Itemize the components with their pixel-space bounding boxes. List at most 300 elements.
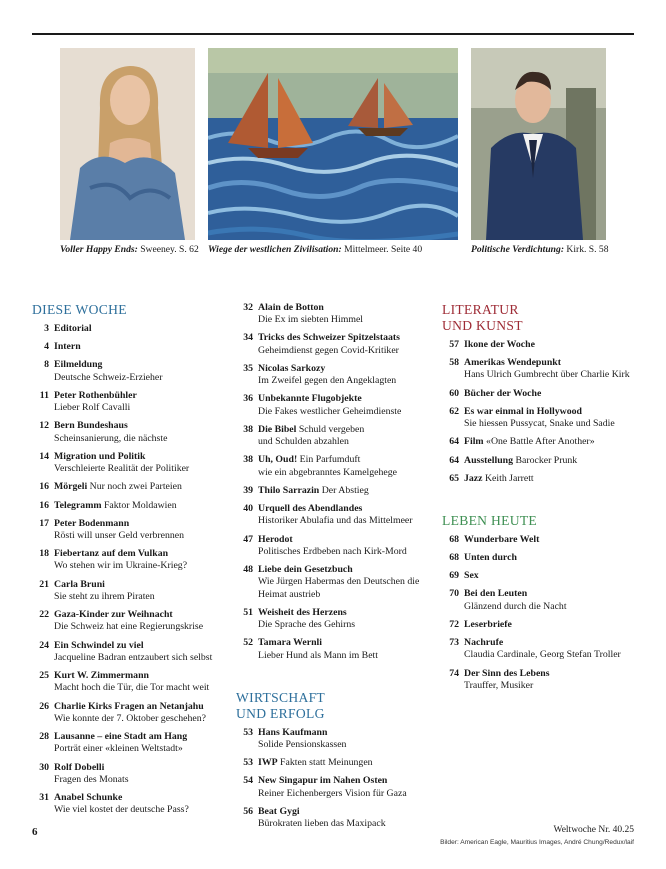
photo-mittelmeer-image xyxy=(208,48,458,240)
toc-entry-headline xyxy=(54,670,228,682)
toc-entry xyxy=(236,534,436,559)
toc-entry-title: Migration und Politik xyxy=(54,450,146,462)
toc-entry-title: Telegramm xyxy=(54,499,102,511)
toc-entry-subtitle: Porträt einer «kleinen Weltstadt» xyxy=(54,743,183,755)
toc-entry-headline xyxy=(54,548,228,560)
toc-entry-text xyxy=(54,640,228,665)
section-title-wirtschaft-line1: WIRTSCHAFT xyxy=(236,689,326,705)
toc-entry-subtitle: Die Ex im siebten Himmel xyxy=(258,314,364,326)
toc-entry xyxy=(236,363,436,388)
toc-entry-subtitle: Macht hoch die Tür, die Tor macht weit xyxy=(54,682,210,694)
toc-entry-text xyxy=(464,455,642,467)
toc-entry-title: Kurt W. Zimmermann xyxy=(54,670,149,682)
toc-entry-text xyxy=(54,762,228,787)
toc-page-number: 56 xyxy=(243,805,253,817)
toc-entry-title: Editorial xyxy=(54,323,92,334)
toc-entry-headline xyxy=(464,406,642,418)
toc-entry-text xyxy=(54,792,228,817)
toc-entry-text xyxy=(258,564,436,601)
toc-entry-headline xyxy=(258,727,436,739)
toc-entry-text xyxy=(258,727,436,752)
toc-entry-title: Nicolas Sarkozy xyxy=(258,362,326,374)
toc-entry-title: Eilmeldung xyxy=(54,359,103,371)
toc-entry-subtitle: Scheinsanierung, die nächste xyxy=(54,432,168,444)
toc-entry-subtitle: Hans Ulrich Gumbrecht über Charlie Kirk xyxy=(464,369,630,381)
toc-page-number: 65 xyxy=(449,472,459,484)
toc-entry-text xyxy=(464,570,642,582)
toc-entry-headline xyxy=(258,607,436,619)
toc-entry-headline xyxy=(258,534,436,546)
toc-entry-headline xyxy=(464,552,642,564)
toc-entry-text xyxy=(54,390,228,415)
toc-entry-title: Bern Bundeshaus xyxy=(54,420,128,432)
toc-entry-text xyxy=(464,619,642,631)
toc-entry-title: Lausanne – eine Stadt am Hang xyxy=(54,731,188,743)
photo-kirk xyxy=(471,48,606,240)
toc-entry xyxy=(442,388,642,400)
toc-page-number: 39 xyxy=(243,484,253,496)
toc-entry xyxy=(32,518,228,543)
toc-entry-title: Amerikas Wendepunkt xyxy=(464,357,561,369)
toc-entry-text xyxy=(258,363,436,388)
toc-entry-title: Gaza-Kinder zur Weihnacht xyxy=(54,609,173,621)
toc-entry-inline: Faktor Moldawien xyxy=(101,499,177,511)
toc-entry-text xyxy=(54,670,228,695)
photo-sweeney-image xyxy=(60,48,195,240)
toc-entry-subtitle: Wie Jürgen Habermas den Deutschen die Heimat austrieb xyxy=(258,576,420,600)
toc-entry xyxy=(442,339,642,351)
toc-entry xyxy=(442,588,642,613)
toc-entry-title: Peter Bodenmann xyxy=(54,517,130,529)
toc-entry xyxy=(32,359,228,384)
toc-entry-headline xyxy=(464,534,642,546)
toc-entry-title: Unten durch xyxy=(464,552,517,564)
toc-entry-headline xyxy=(54,518,228,530)
toc-entry-text xyxy=(258,806,436,831)
photo-caption-sweeney: Voller Happy Ends: Sweeney. S. 62 xyxy=(60,244,199,255)
toc-entry-inline: Nur noch zwei Parteien xyxy=(87,481,182,493)
toc-entry-text xyxy=(464,534,642,546)
toc-entry xyxy=(236,454,436,479)
toc-page-number: 64 xyxy=(449,454,459,466)
toc-entry-headline xyxy=(464,619,642,631)
toc-entry-title: Wunderbare Welt xyxy=(464,533,540,545)
toc-entry xyxy=(236,503,436,528)
toc-entry-headline xyxy=(258,485,436,497)
toc-entry-title: Liebe dein Gesetzbuch xyxy=(258,564,353,576)
toc-entry-title: New Singapur im Nahen Osten xyxy=(258,775,388,787)
toc-page-number: 48 xyxy=(243,564,253,576)
toc-entry-text xyxy=(258,424,436,449)
toc-entry-text xyxy=(464,588,642,613)
toc-entry-text xyxy=(464,357,642,382)
toc-page-number: 36 xyxy=(243,393,253,405)
toc-entry-text xyxy=(464,388,642,400)
toc-entry-subtitle: wie ein abgebranntes Kamelgehege xyxy=(258,466,397,478)
toc-entry xyxy=(442,455,642,467)
toc-page-number: 40 xyxy=(243,503,253,515)
toc-entry-title: Ausstellung xyxy=(464,454,513,466)
toc-entry xyxy=(442,619,642,631)
toc-entry-text xyxy=(258,775,436,800)
toc-page-number: 25 xyxy=(39,670,49,682)
toc-entry xyxy=(442,637,642,662)
section-title-literatur-line1: LITERATUR xyxy=(442,302,519,317)
toc-entry xyxy=(236,564,436,601)
toc-page-number: 69 xyxy=(449,570,459,582)
toc-entry xyxy=(236,332,436,357)
toc-entry-text xyxy=(258,454,436,479)
toc-entry-text xyxy=(54,579,228,604)
toc-entry-headline xyxy=(54,701,228,713)
toc-entry xyxy=(442,436,642,448)
image-credits: Bilder: American Eagle, Mauritius Images, André Chung/Redux/laif xyxy=(440,839,634,846)
toc-page-number: 14 xyxy=(39,450,49,462)
toc-page-number: 70 xyxy=(449,588,459,600)
toc-entry-inline: Ein Parfumduft xyxy=(297,454,361,466)
toc-entry-text xyxy=(258,757,436,769)
toc-entry-inline: Der Abstieg xyxy=(319,484,369,496)
toc-page-number: 53 xyxy=(243,757,253,769)
toc-entry xyxy=(32,451,228,476)
toc-entry xyxy=(32,640,228,665)
toc-entry-title: Tamara Wernli xyxy=(258,637,322,649)
toc-page-number: 28 xyxy=(39,731,49,743)
toc-entry-text xyxy=(54,731,228,756)
top-rule xyxy=(32,33,634,35)
entries-diese-woche xyxy=(32,323,228,817)
toc-entry-title: Der Sinn des Lebens xyxy=(464,667,550,679)
toc-entry-subtitle: Trauffer, Musiker xyxy=(464,679,534,691)
toc-page-number: 30 xyxy=(39,761,49,773)
toc-entry-headline xyxy=(54,341,228,353)
toc-entry-title: Carla Bruni xyxy=(54,578,105,590)
toc-entry-title: Ein Schwindel zu viel xyxy=(54,639,144,651)
toc-entry-title: Beat Gygi xyxy=(258,805,300,817)
toc-entry xyxy=(442,570,642,582)
section-title-wirtschaft-line2: UND ERFOLG xyxy=(236,705,325,721)
toc-entry-headline xyxy=(54,359,228,371)
toc-entry-title: Jazz xyxy=(464,472,483,484)
toc-entry-text xyxy=(54,548,228,573)
toc-page-number: 47 xyxy=(243,533,253,545)
photo-sweeney xyxy=(60,48,195,240)
toc-entry-title: Mörgeli xyxy=(54,481,88,493)
toc-entry-headline xyxy=(54,500,228,512)
toc-entry-inline: Barocker Prunk xyxy=(513,454,578,466)
toc-page-number: 64 xyxy=(449,436,459,448)
toc-entry-headline xyxy=(54,792,228,804)
toc-page-number: 11 xyxy=(39,389,49,401)
toc-page-number: 26 xyxy=(39,700,49,712)
toc-entry-headline xyxy=(258,393,436,405)
toc-entry xyxy=(236,607,436,632)
column-literatur-leben xyxy=(442,302,642,698)
toc-entry-text xyxy=(54,518,228,543)
toc-page-number: 52 xyxy=(243,637,253,649)
section-title-wirtschaft xyxy=(236,690,436,722)
toc-entry-headline xyxy=(258,503,436,515)
toc-entry-subtitle: Geheimdienst gegen Covid-Kritiker xyxy=(258,344,399,356)
photo-mittelmeer xyxy=(208,48,458,240)
toc-entry-headline xyxy=(464,588,642,600)
section-title-literatur-line2: UND KUNST xyxy=(442,318,523,333)
toc-entry xyxy=(32,341,228,353)
toc-entry-title: Bei den Leuten xyxy=(464,588,528,600)
toc-entry-text xyxy=(258,503,436,528)
toc-entry-title: Sex xyxy=(464,570,479,582)
toc-entry-title: Tricks des Schweizer Spitzelstaats xyxy=(258,332,400,344)
toc-entry-title: Fiebertanz auf dem Vulkan xyxy=(54,548,169,560)
toc-entry xyxy=(32,548,228,573)
toc-entry xyxy=(32,481,228,493)
toc-entry xyxy=(32,609,228,634)
toc-page-number: 38 xyxy=(243,454,253,466)
toc-entry-headline xyxy=(464,388,642,400)
toc-entry-text xyxy=(464,406,642,431)
toc-entry-headline xyxy=(54,609,228,621)
toc-entry xyxy=(236,727,436,752)
toc-entry-title: IWP xyxy=(258,757,278,769)
toc-entry xyxy=(32,390,228,415)
toc-page-number: 16 xyxy=(39,481,49,493)
toc-entry-subtitle: Claudia Cardinale, Georg Stefan Troller xyxy=(464,649,621,661)
photo-caption-mittelmeer: Wiege der westlichen Zivilisation: Mittelmeer. Seite 40 xyxy=(208,244,423,255)
toc-entry-text xyxy=(464,668,642,693)
toc-page-number: 38 xyxy=(243,423,253,435)
toc-entry-subtitle: und Schulden abzahlen xyxy=(258,436,349,448)
toc-entry xyxy=(32,701,228,726)
toc-entry-title: Nachrufe xyxy=(464,637,504,649)
toc-page-number: 74 xyxy=(449,667,459,679)
toc-page-number: 57 xyxy=(449,339,459,350)
entries-wirtschaft xyxy=(236,727,436,831)
toc-entry xyxy=(32,579,228,604)
entries-literatur xyxy=(442,339,642,485)
toc-entry-title: Thilo Sarrazin xyxy=(258,484,320,496)
toc-entry-title: Die Bibel xyxy=(258,423,297,435)
toc-entry-subtitle: Historiker Abulafia und das Mittelmeer xyxy=(258,515,413,527)
toc-page-number: 24 xyxy=(39,639,49,651)
toc-page-number: 51 xyxy=(243,606,253,618)
toc-entry xyxy=(236,424,436,449)
toc-entry-headline xyxy=(258,363,436,375)
toc-entry xyxy=(442,406,642,431)
toc-entry-text xyxy=(464,637,642,662)
toc-entry-title: Uh, Oud! xyxy=(258,454,298,466)
toc-entry-headline xyxy=(464,637,642,649)
toc-entry-text xyxy=(258,332,436,357)
toc-page-number: 53 xyxy=(243,726,253,738)
toc-page-number: 4 xyxy=(44,341,49,353)
toc-entry-text xyxy=(54,609,228,634)
toc-page-number: 16 xyxy=(39,499,49,511)
toc-entry-headline xyxy=(464,455,642,467)
toc-entry-headline xyxy=(258,637,436,649)
toc-entry xyxy=(236,775,436,800)
toc-entry-subtitle: Im Zweifel gegen den Angeklagten xyxy=(258,375,397,387)
toc-entry-subtitle: Die Sprache des Gehirns xyxy=(258,619,356,631)
toc-entry-subtitle: Die Schweiz hat eine Regierungskrise xyxy=(54,621,204,633)
toc-entry xyxy=(32,731,228,756)
toc-page-number: 54 xyxy=(243,775,253,787)
toc-entry-subtitle: Verschleierte Realität der Politiker xyxy=(54,463,190,475)
toc-entry-subtitle: Politisches Erdbeben nach Kirk-Mord xyxy=(258,545,407,557)
toc-entry-text xyxy=(464,473,642,485)
photo-kirk-image xyxy=(471,48,606,240)
toc-entry-subtitle: Fragen des Monats xyxy=(54,773,129,785)
toc-entry xyxy=(32,762,228,787)
toc-entry-subtitle: Wie viel kostet der deutsche Pass? xyxy=(54,804,189,816)
toc-entry xyxy=(236,485,436,497)
toc-entry-title: Es war einmal in Hollywood xyxy=(464,405,582,417)
toc-entry-headline xyxy=(464,473,642,485)
toc-entry-title: Weisheit des Herzens xyxy=(258,606,347,618)
toc-entry xyxy=(442,552,642,564)
toc-entry-headline xyxy=(54,579,228,591)
toc-page-number: 34 xyxy=(243,332,253,344)
toc-entry-title: Leserbriefe xyxy=(464,618,512,630)
toc-entry-text xyxy=(258,534,436,559)
toc-entry-text xyxy=(258,393,436,418)
toc-entry-title: Intern xyxy=(54,341,81,353)
toc-page-number: 35 xyxy=(243,362,253,374)
toc-page-number: 21 xyxy=(39,578,49,590)
toc-entry-headline xyxy=(258,424,436,436)
toc-entry-title: Urquell des Abendlandes xyxy=(258,503,363,515)
toc-entry-subtitle: Solide Pensionskassen xyxy=(258,739,347,751)
toc-entry-title: Ikone der Woche xyxy=(464,339,535,350)
toc-page-number: 8 xyxy=(44,359,49,371)
toc-entry-headline xyxy=(464,357,642,369)
toc-page-number: 68 xyxy=(449,552,459,564)
toc-entry-inline: Schuld vergeben xyxy=(296,423,365,435)
toc-entry-headline xyxy=(464,436,642,448)
toc-entry-headline xyxy=(54,451,228,463)
toc-entry-subtitle: Deutsche Schweiz-Erzieher xyxy=(54,371,163,383)
toc-entry-title: Film xyxy=(464,436,484,448)
toc-entry xyxy=(236,393,436,418)
toc-entry-title: Rolf Dobelli xyxy=(54,761,105,773)
toc-entry xyxy=(32,323,228,335)
toc-entry-headline xyxy=(258,757,436,769)
toc-entry xyxy=(32,500,228,512)
column-middle xyxy=(236,302,436,836)
toc-entry-subtitle: Lieber Hund als Mann im Bett xyxy=(258,649,378,661)
toc-entry-headline xyxy=(54,731,228,743)
toc-entry-headline xyxy=(464,339,642,351)
toc-entry-text xyxy=(54,481,228,493)
entries-middle xyxy=(236,302,436,662)
toc-entry-title: Herodot xyxy=(258,533,293,545)
toc-page-number: 68 xyxy=(449,533,459,545)
toc-entry-subtitle: Sie hiessen Pussycat, Snake und Sadie xyxy=(464,418,615,430)
toc-entry-text xyxy=(54,420,228,445)
toc-entry-text xyxy=(258,302,436,327)
toc-entry-headline xyxy=(54,390,228,402)
toc-entry-title: Hans Kaufmann xyxy=(258,726,328,738)
toc-entry xyxy=(32,792,228,817)
toc-page-number: 22 xyxy=(39,609,49,621)
toc-entry xyxy=(236,757,436,769)
toc-entry xyxy=(236,637,436,662)
magazine-issue: Weltwoche Nr. 40.25 xyxy=(553,825,634,835)
toc-entry-inline: Keith Jarrett xyxy=(482,472,534,484)
toc-entry-title: Peter Rothenbühler xyxy=(54,389,137,401)
toc-entry-text xyxy=(54,500,228,512)
toc-page-number: 17 xyxy=(39,517,49,529)
toc-entry-text xyxy=(258,485,436,497)
toc-entry-text xyxy=(54,701,228,726)
section-title-literatur xyxy=(442,302,642,334)
toc-entry-headline xyxy=(54,640,228,652)
toc-entry xyxy=(236,302,436,327)
toc-entry-subtitle: Die Fakes westlicher Geheimdienste xyxy=(258,405,402,417)
toc-entry-subtitle: Bürokraten lieben das Maxipack xyxy=(258,818,386,830)
toc-entry-headline xyxy=(258,332,436,344)
toc-page-number: 18 xyxy=(39,548,49,560)
toc-entry-title: Bücher der Woche xyxy=(464,387,542,399)
toc-entry-text xyxy=(54,359,228,384)
toc-entry-headline xyxy=(258,775,436,787)
toc-entry-text xyxy=(258,637,436,662)
toc-page-number: 73 xyxy=(449,637,459,649)
toc-entry-text xyxy=(54,451,228,476)
toc-entry xyxy=(32,670,228,695)
toc-entry-inline: «One Battle After Another» xyxy=(483,436,595,448)
toc-entry-text xyxy=(54,341,228,353)
toc-entry-subtitle: Jacqueline Badran entzaubert sich selbst xyxy=(54,651,213,663)
toc-entry-subtitle: Lieber Rolf Cavalli xyxy=(54,402,131,414)
toc-entry-headline xyxy=(54,762,228,774)
toc-entry-subtitle: Reiner Eichenbergers Vision für Gaza xyxy=(258,787,407,799)
toc-entry-inline: Fakten statt Meinungen xyxy=(277,757,373,769)
toc-entry xyxy=(442,357,642,382)
entries-leben xyxy=(442,534,642,692)
toc-entry-text xyxy=(258,607,436,632)
toc-entry-headline xyxy=(258,454,436,466)
toc-entry-title: Charlie Kirks Fragen an Netanjahu xyxy=(54,700,204,712)
toc-page-number: 58 xyxy=(449,357,459,369)
section-title-diese-woche: DIESE WOCHE xyxy=(32,302,127,317)
toc-page-number: 32 xyxy=(243,302,253,313)
toc-entry-headline xyxy=(464,570,642,582)
toc-entry xyxy=(442,534,642,546)
toc-entry-text xyxy=(464,552,642,564)
toc-entry-subtitle: Sie steht zu ihrem Piraten xyxy=(54,590,155,602)
toc-entry-text xyxy=(464,436,642,448)
toc-entry-headline xyxy=(54,323,228,335)
toc-entry xyxy=(32,420,228,445)
toc-entry-subtitle: Wo stehen wir im Ukraine-Krieg? xyxy=(54,560,188,572)
toc-entry-text xyxy=(54,323,228,335)
toc-entry-headline xyxy=(54,481,228,493)
toc-entry xyxy=(442,668,642,693)
toc-entry-subtitle: Rösti will unser Geld verbrennen xyxy=(54,529,185,541)
toc-entry xyxy=(236,806,436,831)
toc-entry-title: Anabel Schunke xyxy=(54,792,123,804)
toc-entry-headline xyxy=(54,420,228,432)
page-number: 6 xyxy=(32,826,38,838)
toc-entry-subtitle: Wie konnte der 7. Oktober geschehen? xyxy=(54,712,206,724)
toc-entry-headline xyxy=(258,302,436,314)
toc-entry xyxy=(442,473,642,485)
toc-page-number: 31 xyxy=(39,792,49,804)
toc-entry-title: Unbekannte Flugobjekte xyxy=(258,393,362,405)
toc-entry-headline xyxy=(258,806,436,818)
toc-entry-subtitle: Glänzend durch die Nacht xyxy=(464,600,567,612)
toc-entry-text xyxy=(464,339,642,351)
